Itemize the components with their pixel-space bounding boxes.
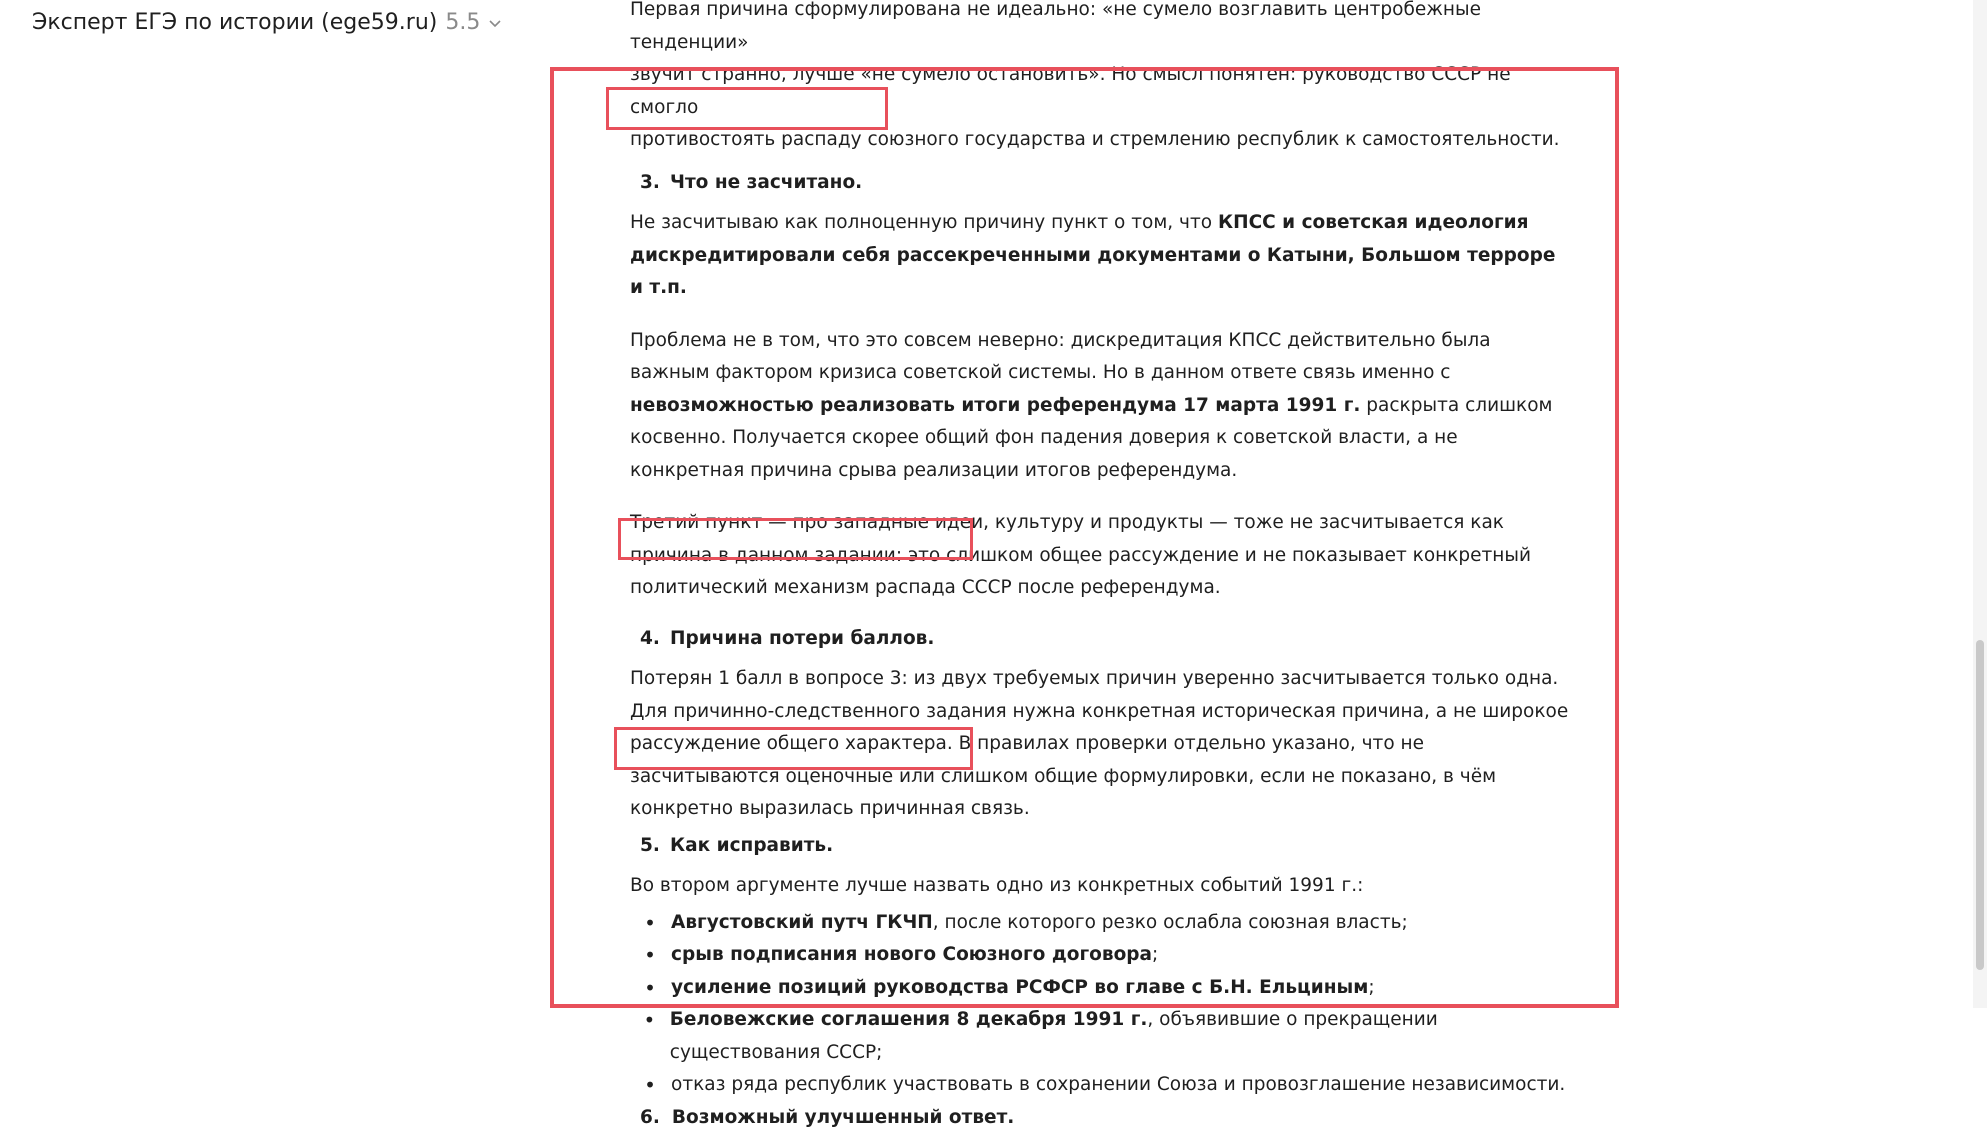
bold-span: Беловежские соглашения 8 декабря 1991 г. (670, 1009, 1148, 1030)
highlight-box-section-3 (606, 87, 888, 130)
section-4-paragraph-1: Потерян 1 балл в вопросе 3: из двух требуемых причин уверенно засчитывается только одна. Для причинно-следственного задания нужна конкретная историческая причина, а не широкое рассуждение общего характера. В правилах проверки отдельно указано, что не засчитываются оценочные или слишком общие формулировки, если не показано, в чём конкретно выразилась причинная связь. (630, 663, 1570, 826)
section-4-number: 4. (640, 623, 658, 656)
section-6-heading (640, 1102, 1570, 1134)
intro-line-2: звучит странно, лучше «не сумело остановить». Но смысл понятен: руководство СССР не смогло (630, 59, 1570, 124)
text-span: раскрыта слишком косвенно. Получается скорее общий фон падения доверия к советской власти, а не конкретная причина срыва реализации итогов референдума. (630, 395, 1552, 481)
section-5-title: Как исправить. (670, 830, 833, 863)
bold-span: усиление позиций руководства РСФСР во главе с Б.Н. Ельциным (671, 977, 1368, 998)
section-4-title: Причина потери баллов. (670, 623, 934, 656)
section-5-number: 5. (640, 830, 658, 863)
intro-line-1: Первая причина сформулирована не идеально: «не сумело возглавить центробежные тенденции» (630, 0, 1570, 59)
highlight-box-section-5 (614, 727, 973, 770)
section-6-title: Возможный улучшенный ответ. (672, 1102, 1014, 1134)
bold-span: невозможностью реализовать итоги референдума 17 марта 1991 г. (630, 395, 1360, 416)
text-span: , после которого резко ослабла союзная власть; (933, 912, 1408, 933)
text-span: отказ ряда республик участвовать в сохранении Союза и провозглашение независимости. (671, 1074, 1565, 1095)
version-label: 5.5 (445, 10, 480, 35)
section-3-number: 3. (640, 167, 658, 200)
bold-span: Августовский путч ГКЧП (671, 912, 933, 933)
scrollbar-thumb[interactable] (1976, 640, 1984, 970)
text-span: ; (1368, 977, 1374, 998)
bold-span: срыв подписания нового Союзного договора (671, 944, 1152, 965)
app-header[interactable] (32, 10, 502, 35)
section-5-paragraph-1: Во втором аргументе лучше назвать одно из конкретных событий 1991 г.: (630, 870, 1570, 903)
text-span: Не засчитываю как полноценную причину пункт о том, что (630, 212, 1218, 233)
bullet: • (643, 939, 657, 972)
bullet: • (643, 907, 657, 940)
bullet: • (643, 1069, 657, 1102)
intro-line-3: противостоять распаду союзного государства и стремлению республик к самостоятельности. (630, 124, 1570, 157)
bullet: • (643, 972, 657, 1005)
bold-span: КПСС и советская идеология дискредитировали себя рассекреченными документами о Катыни, Большом терроре и т.п. (630, 212, 1555, 298)
text-span: Проблема не в том, что это совсем неверно: дискредитация КПСС действительно была важным фактором кризиса советской системы. Но в данном ответе связь именно с (630, 330, 1491, 384)
list-item (643, 1004, 1570, 1069)
bullet: • (643, 1004, 656, 1069)
text-span: , объявившие о прекращении существования СССР; (670, 1009, 1438, 1063)
chevron-down-icon (488, 16, 502, 30)
list-item (643, 1069, 1570, 1102)
app-title: Эксперт ЕГЭ по истории (ege59.ru) (32, 10, 437, 35)
section-3-title: Что не засчитано. (670, 167, 862, 200)
text-span: ; (1152, 944, 1158, 965)
scrollbar[interactable] (1973, 0, 1987, 1008)
highlight-box-section-4 (618, 518, 973, 560)
section-6-number: 6. (640, 1102, 660, 1134)
section-3-paragraph-3: Третий пункт — про западные идеи, культуру и продукты — тоже не засчитывается как причина в данном задании: это слишком общее рассуждение и не показывает конкретный политический механизм распада СССР после референдума. (630, 507, 1570, 605)
